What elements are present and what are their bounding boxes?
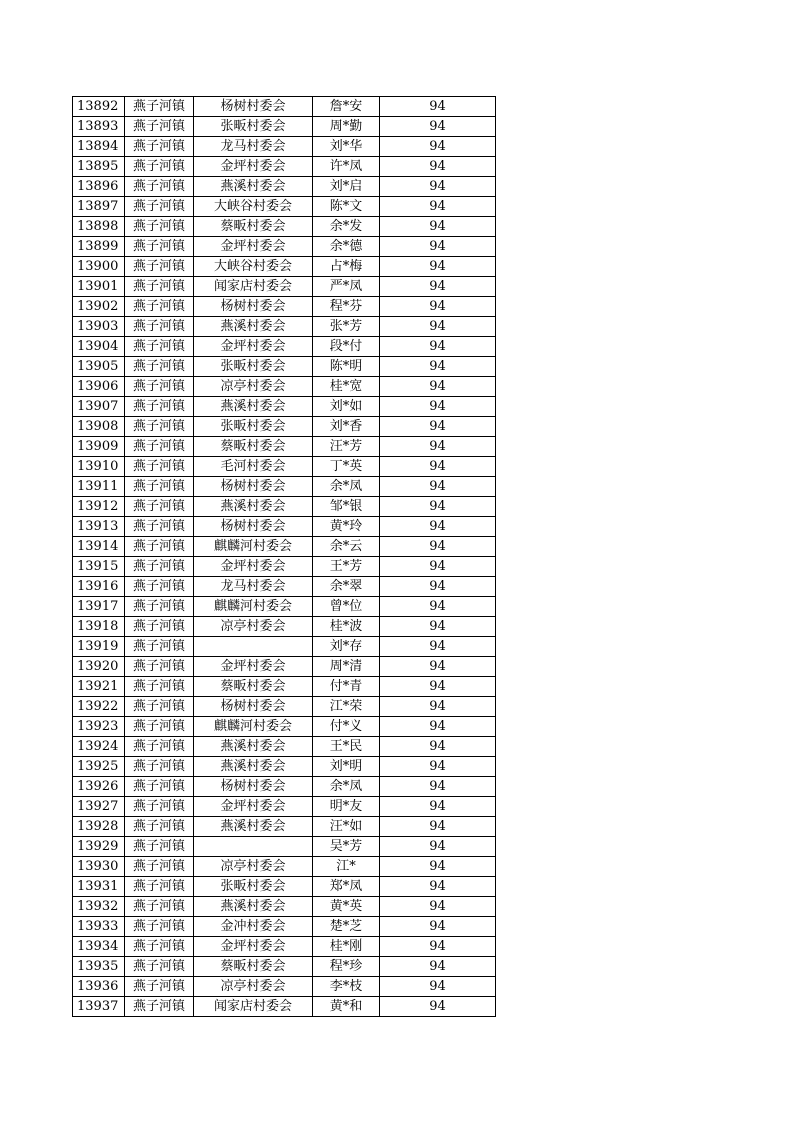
table-row: [73, 817, 496, 837]
village-cell: 杨树村委会: [194, 477, 313, 497]
village-cell: 燕溪村委会: [194, 317, 313, 337]
name-cell: 余*发: [313, 217, 380, 237]
row-id-cell: 13900: [73, 257, 125, 277]
row-id-cell: 13918: [73, 617, 125, 637]
name-cell: 余*凤: [313, 477, 380, 497]
name-cell: 詹*安: [313, 97, 380, 117]
score-cell: 94: [380, 537, 496, 557]
name-cell: 吴*芳: [313, 837, 380, 857]
village-cell: 燕溪村委会: [194, 397, 313, 417]
town-cell: 燕子河镇: [125, 137, 194, 157]
row-id-cell: 13920: [73, 657, 125, 677]
table-row: [73, 437, 496, 457]
name-cell: 桂*刚: [313, 937, 380, 957]
row-id-cell: 13898: [73, 217, 125, 237]
town-cell: 燕子河镇: [125, 457, 194, 477]
table-row: [73, 837, 496, 857]
name-cell: 丁*英: [313, 457, 380, 477]
table-row: [73, 857, 496, 877]
village-cell: 金坪村委会: [194, 557, 313, 577]
score-cell: 94: [380, 357, 496, 377]
town-cell: 燕子河镇: [125, 377, 194, 397]
score-cell: 94: [380, 737, 496, 757]
town-cell: 燕子河镇: [125, 917, 194, 937]
town-cell: 燕子河镇: [125, 197, 194, 217]
name-cell: 付*青: [313, 677, 380, 697]
row-id-cell: 13937: [73, 997, 125, 1017]
table-row: [73, 877, 496, 897]
town-cell: 燕子河镇: [125, 437, 194, 457]
village-cell: 燕溪村委会: [194, 177, 313, 197]
town-cell: 燕子河镇: [125, 817, 194, 837]
score-cell: 94: [380, 497, 496, 517]
score-cell: 94: [380, 197, 496, 217]
name-cell: 江*: [313, 857, 380, 877]
score-cell: 94: [380, 597, 496, 617]
row-id-cell: 13914: [73, 537, 125, 557]
table-row: [73, 557, 496, 577]
village-cell: [194, 637, 313, 657]
score-cell: 94: [380, 137, 496, 157]
row-id-cell: 13907: [73, 397, 125, 417]
score-cell: 94: [380, 577, 496, 597]
score-cell: 94: [380, 557, 496, 577]
table-row: [73, 777, 496, 797]
town-cell: 燕子河镇: [125, 237, 194, 257]
town-cell: 燕子河镇: [125, 517, 194, 537]
score-cell: 94: [380, 297, 496, 317]
name-cell: 黄*英: [313, 897, 380, 917]
village-cell: 大峡谷村委会: [194, 197, 313, 217]
name-cell: 张*芳: [313, 317, 380, 337]
name-cell: 占*梅: [313, 257, 380, 277]
row-id-cell: 13897: [73, 197, 125, 217]
village-cell: 麒麟河村委会: [194, 597, 313, 617]
row-id-cell: 13929: [73, 837, 125, 857]
score-cell: 94: [380, 277, 496, 297]
town-cell: 燕子河镇: [125, 557, 194, 577]
row-id-cell: 13902: [73, 297, 125, 317]
name-cell: 王*芳: [313, 557, 380, 577]
table-row: [73, 137, 496, 157]
score-cell: 94: [380, 337, 496, 357]
name-cell: 汪*如: [313, 817, 380, 837]
town-cell: 燕子河镇: [125, 937, 194, 957]
row-id-cell: 13919: [73, 637, 125, 657]
table-row: [73, 797, 496, 817]
table-row: [73, 337, 496, 357]
village-cell: 蔡畈村委会: [194, 677, 313, 697]
row-id-cell: 13913: [73, 517, 125, 537]
town-cell: 燕子河镇: [125, 997, 194, 1017]
row-id-cell: 13909: [73, 437, 125, 457]
town-cell: 燕子河镇: [125, 777, 194, 797]
name-cell: 余*翠: [313, 577, 380, 597]
village-cell: 张畈村委会: [194, 417, 313, 437]
table-row: [73, 997, 496, 1017]
town-cell: 燕子河镇: [125, 117, 194, 137]
row-id-cell: 13916: [73, 577, 125, 597]
row-id-cell: 13910: [73, 457, 125, 477]
table-row: [73, 97, 496, 117]
village-cell: 闻家店村委会: [194, 277, 313, 297]
village-cell: 凉亭村委会: [194, 617, 313, 637]
score-cell: 94: [380, 257, 496, 277]
name-cell: 桂*宽: [313, 377, 380, 397]
table-row: [73, 197, 496, 217]
town-cell: 燕子河镇: [125, 897, 194, 917]
town-cell: 燕子河镇: [125, 757, 194, 777]
town-cell: 燕子河镇: [125, 657, 194, 677]
table-row: [73, 717, 496, 737]
town-cell: 燕子河镇: [125, 497, 194, 517]
row-id-cell: 13903: [73, 317, 125, 337]
score-cell: 94: [380, 237, 496, 257]
row-id-cell: 13908: [73, 417, 125, 437]
score-cell: 94: [380, 177, 496, 197]
village-cell: 大峡谷村委会: [194, 257, 313, 277]
town-cell: 燕子河镇: [125, 397, 194, 417]
village-cell: 燕溪村委会: [194, 497, 313, 517]
village-cell: 金冲村委会: [194, 917, 313, 937]
score-cell: 94: [380, 437, 496, 457]
town-cell: 燕子河镇: [125, 217, 194, 237]
table-row: [73, 517, 496, 537]
town-cell: 燕子河镇: [125, 857, 194, 877]
table-row: [73, 497, 496, 517]
town-cell: 燕子河镇: [125, 157, 194, 177]
name-cell: 付*义: [313, 717, 380, 737]
row-id-cell: 13904: [73, 337, 125, 357]
town-cell: 燕子河镇: [125, 357, 194, 377]
score-cell: 94: [380, 797, 496, 817]
table-row: [73, 317, 496, 337]
score-cell: 94: [380, 677, 496, 697]
town-cell: 燕子河镇: [125, 177, 194, 197]
name-cell: 王*民: [313, 737, 380, 757]
village-cell: 张畈村委会: [194, 357, 313, 377]
table-row: [73, 977, 496, 997]
table-row: [73, 637, 496, 657]
village-cell: 杨树村委会: [194, 97, 313, 117]
town-cell: 燕子河镇: [125, 717, 194, 737]
town-cell: 燕子河镇: [125, 597, 194, 617]
name-cell: 陈*文: [313, 197, 380, 217]
score-cell: 94: [380, 377, 496, 397]
score-cell: 94: [380, 317, 496, 337]
name-cell: 余*德: [313, 237, 380, 257]
village-cell: 闻家店村委会: [194, 997, 313, 1017]
table-row: [73, 157, 496, 177]
table-row: [73, 757, 496, 777]
name-cell: 楚*芝: [313, 917, 380, 937]
name-cell: 陈*明: [313, 357, 380, 377]
village-cell: 杨树村委会: [194, 297, 313, 317]
row-id-cell: 13896: [73, 177, 125, 197]
town-cell: 燕子河镇: [125, 417, 194, 437]
score-cell: 94: [380, 217, 496, 237]
row-id-cell: 13905: [73, 357, 125, 377]
row-id-cell: 13931: [73, 877, 125, 897]
score-cell: 94: [380, 857, 496, 877]
village-cell: 麒麟河村委会: [194, 537, 313, 557]
row-id-cell: 13912: [73, 497, 125, 517]
score-cell: 94: [380, 937, 496, 957]
score-cell: 94: [380, 157, 496, 177]
row-id-cell: 13915: [73, 557, 125, 577]
row-id-cell: 13894: [73, 137, 125, 157]
score-cell: 94: [380, 657, 496, 677]
row-id-cell: 13917: [73, 597, 125, 617]
town-cell: 燕子河镇: [125, 97, 194, 117]
table-row: [73, 217, 496, 237]
table-body: [73, 97, 496, 1017]
score-cell: 94: [380, 997, 496, 1017]
village-cell: 金坪村委会: [194, 237, 313, 257]
name-cell: 段*付: [313, 337, 380, 357]
village-cell: 张畈村委会: [194, 877, 313, 897]
score-cell: 94: [380, 977, 496, 997]
town-cell: 燕子河镇: [125, 797, 194, 817]
row-id-cell: 13926: [73, 777, 125, 797]
table-row: [73, 277, 496, 297]
name-cell: 汪*芳: [313, 437, 380, 457]
village-cell: 毛河村委会: [194, 457, 313, 477]
village-cell: 凉亭村委会: [194, 377, 313, 397]
table-row: [73, 657, 496, 677]
row-id-cell: 13924: [73, 737, 125, 757]
village-cell: 燕溪村委会: [194, 817, 313, 837]
name-cell: 周*勤: [313, 117, 380, 137]
town-cell: 燕子河镇: [125, 257, 194, 277]
score-cell: 94: [380, 97, 496, 117]
table-row: [73, 937, 496, 957]
town-cell: 燕子河镇: [125, 617, 194, 637]
row-id-cell: 13899: [73, 237, 125, 257]
row-id-cell: 13928: [73, 817, 125, 837]
village-cell: 金坪村委会: [194, 157, 313, 177]
score-cell: 94: [380, 397, 496, 417]
table-row: [73, 897, 496, 917]
town-cell: 燕子河镇: [125, 737, 194, 757]
village-cell: 蔡畈村委会: [194, 957, 313, 977]
village-cell: 龙马村委会: [194, 577, 313, 597]
row-id-cell: 13936: [73, 977, 125, 997]
town-cell: 燕子河镇: [125, 337, 194, 357]
table-row: [73, 177, 496, 197]
town-cell: 燕子河镇: [125, 277, 194, 297]
village-cell: 凉亭村委会: [194, 857, 313, 877]
score-cell: 94: [380, 457, 496, 477]
score-cell: 94: [380, 917, 496, 937]
village-cell: 燕溪村委会: [194, 757, 313, 777]
village-cell: 杨树村委会: [194, 777, 313, 797]
town-cell: 燕子河镇: [125, 677, 194, 697]
name-cell: 程*芬: [313, 297, 380, 317]
name-cell: 程*珍: [313, 957, 380, 977]
village-cell: 杨树村委会: [194, 517, 313, 537]
score-cell: 94: [380, 517, 496, 537]
row-id-cell: 13922: [73, 697, 125, 717]
row-id-cell: 13906: [73, 377, 125, 397]
row-id-cell: 13927: [73, 797, 125, 817]
score-cell: 94: [380, 417, 496, 437]
row-id-cell: 13934: [73, 937, 125, 957]
score-cell: 94: [380, 717, 496, 737]
table-row: [73, 957, 496, 977]
row-id-cell: 13892: [73, 97, 125, 117]
town-cell: 燕子河镇: [125, 317, 194, 337]
village-cell: 蔡畈村委会: [194, 217, 313, 237]
row-id-cell: 13925: [73, 757, 125, 777]
village-cell: [194, 837, 313, 857]
name-cell: 刘*启: [313, 177, 380, 197]
town-cell: 燕子河镇: [125, 537, 194, 557]
village-cell: 麒麟河村委会: [194, 717, 313, 737]
name-cell: 曾*位: [313, 597, 380, 617]
row-id-cell: 13923: [73, 717, 125, 737]
name-cell: 桂*波: [313, 617, 380, 637]
row-id-cell: 13933: [73, 917, 125, 937]
town-cell: 燕子河镇: [125, 577, 194, 597]
score-cell: 94: [380, 637, 496, 657]
row-id-cell: 13930: [73, 857, 125, 877]
village-cell: 杨树村委会: [194, 697, 313, 717]
village-cell: 金坪村委会: [194, 797, 313, 817]
name-cell: 严*凤: [313, 277, 380, 297]
table-row: [73, 397, 496, 417]
row-id-cell: 13895: [73, 157, 125, 177]
score-cell: 94: [380, 757, 496, 777]
score-cell: 94: [380, 477, 496, 497]
score-cell: 94: [380, 877, 496, 897]
name-cell: 郑*凤: [313, 877, 380, 897]
village-cell: 金坪村委会: [194, 937, 313, 957]
table-row: [73, 357, 496, 377]
name-cell: 黄*和: [313, 997, 380, 1017]
score-cell: 94: [380, 897, 496, 917]
row-id-cell: 13932: [73, 897, 125, 917]
name-cell: 刘*香: [313, 417, 380, 437]
town-cell: 燕子河镇: [125, 477, 194, 497]
score-cell: 94: [380, 617, 496, 637]
table-row: [73, 677, 496, 697]
name-cell: 刘*如: [313, 397, 380, 417]
table-row: [73, 237, 496, 257]
table-row: [73, 117, 496, 137]
name-cell: 余*云: [313, 537, 380, 557]
town-cell: 燕子河镇: [125, 957, 194, 977]
town-cell: 燕子河镇: [125, 877, 194, 897]
table-row: [73, 417, 496, 437]
name-cell: 邹*银: [313, 497, 380, 517]
name-cell: 周*清: [313, 657, 380, 677]
village-cell: 蔡畈村委会: [194, 437, 313, 457]
name-cell: 黄*玲: [313, 517, 380, 537]
village-cell: 金坪村委会: [194, 337, 313, 357]
village-cell: 张畈村委会: [194, 117, 313, 137]
score-cell: 94: [380, 837, 496, 857]
village-cell: 燕溪村委会: [194, 897, 313, 917]
row-id-cell: 13935: [73, 957, 125, 977]
table-row: [73, 697, 496, 717]
score-cell: 94: [380, 697, 496, 717]
table-row: [73, 737, 496, 757]
town-cell: 燕子河镇: [125, 697, 194, 717]
town-cell: 燕子河镇: [125, 837, 194, 857]
table-row: [73, 257, 496, 277]
table-row: [73, 457, 496, 477]
score-cell: 94: [380, 777, 496, 797]
row-id-cell: 13911: [73, 477, 125, 497]
table-row: [73, 477, 496, 497]
row-id-cell: 13921: [73, 677, 125, 697]
table-row: [73, 377, 496, 397]
table-row: [73, 917, 496, 937]
name-cell: 余*凤: [313, 777, 380, 797]
table-row: [73, 537, 496, 557]
name-cell: 明*友: [313, 797, 380, 817]
name-cell: 刘*明: [313, 757, 380, 777]
village-cell: 燕溪村委会: [194, 737, 313, 757]
table-row: [73, 297, 496, 317]
score-cell: 94: [380, 817, 496, 837]
data-table: [72, 96, 496, 1017]
name-cell: 刘*存: [313, 637, 380, 657]
village-cell: 龙马村委会: [194, 137, 313, 157]
town-cell: 燕子河镇: [125, 637, 194, 657]
score-cell: 94: [380, 117, 496, 137]
name-cell: 李*枝: [313, 977, 380, 997]
score-cell: 94: [380, 957, 496, 977]
row-id-cell: 13901: [73, 277, 125, 297]
table-row: [73, 577, 496, 597]
table-row: [73, 617, 496, 637]
town-cell: 燕子河镇: [125, 977, 194, 997]
name-cell: 许*凤: [313, 157, 380, 177]
row-id-cell: 13893: [73, 117, 125, 137]
name-cell: 刘*华: [313, 137, 380, 157]
village-cell: 金坪村委会: [194, 657, 313, 677]
village-cell: 凉亭村委会: [194, 977, 313, 997]
town-cell: 燕子河镇: [125, 297, 194, 317]
table-row: [73, 597, 496, 617]
name-cell: 江*荣: [313, 697, 380, 717]
